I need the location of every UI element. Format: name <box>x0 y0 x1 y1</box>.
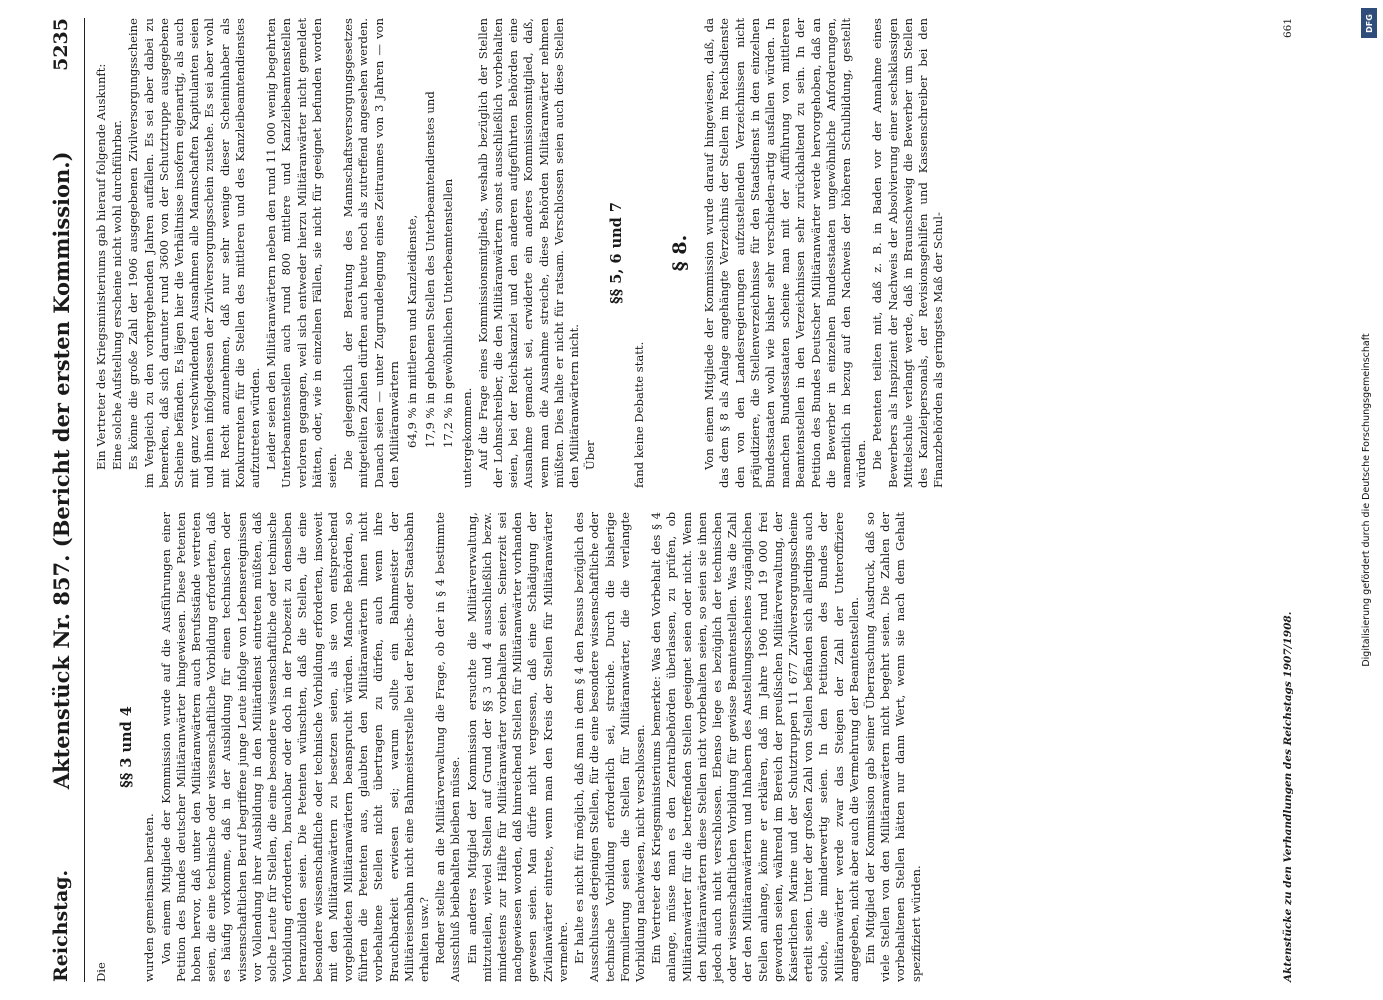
header-center <box>49 151 74 789</box>
paragraph: Redner stellte an die Militärverwaltung die Frage, ob der in § 4 bestimmte Ausschluß beibehalten bleiben müsse. <box>433 512 463 982</box>
percentage-item: 17,9 % in gehobenen Stellen des Unterbeamtendienstes und <box>423 91 438 448</box>
percentage-item: 17,2 % in gewöhnlichen Unterbeamtenstellen <box>441 178 456 448</box>
intro-text: Die <box>94 962 108 982</box>
paragraph: Ein Vertreter des Kriegsministeriums bemerkte: Was den Vorbehalt des § 4 anlange, müsse man es den Zentralbehörden überlassen, zu prüfen, ob Militäranwärter für die betreffenden Stellen geeignet seien oder nicht. Wenn den Militäranwärtern diese Stellen nicht vorbehalten seien, so seien sie ihnen jedoch auch nicht verschlossen. Ebenso liege es bezüglich der technischen oder wissenschaftlichen Vorbildung für gewisse Beamtenstellen. Was die Zahl der den Militäranwärtern und Inhabern des Anstellungsscheines zugänglichen Stellen anlange, könne er erklären, daß im Jahre 1906 rund 19 000 frei geworden seien, während im Bereich der preußischen Militärverwaltung, der Kaiserlichen Marine und der Schutztruppen 11 677 Zivilversorgungsscheine erteilt seien. Unter der großen Zahl von Stellen befänden sich allerdings auch solche, die minderwertig seien. In den Petitionen des Bundes der Militäranwärter werde zwar das Steigen der Zahl der Unteroffiziere angegeben, nicht aber auch die Vermehrung der Beamtenstellen. <box>649 512 861 982</box>
section-heading-5-6-7: §§ 5, 6 und 7 <box>607 202 625 304</box>
paragraph: Ein Vertreter des Kriegsministeriums gab hierauf folgende Auskunft: <box>94 63 108 470</box>
paragraph: Eine solche Aufstellung erscheine nicht wohl durchführbar. <box>110 120 125 470</box>
paragraph: Von einem Mitgliede der Kommission wurde auf die Ausführungen einer Petition des Bundes deutscher Militäranwärter hingewiesen. Diese Petenten hoben hervor, daß unter den Militäranwärtern auch Berufsstände vertreten seien, die eine technische oder wissenschaftliche Vorbildung erforderten, daß es häufig vorkomme, daß in der Ausbildung für einen technischen oder wissenschaftlichen Beruf begriffene junge Leute infolge von Lebensereignissen vor Vollendung ihrer Ausbildung in den Militärdienst eintreten müßten, daß solche Leute für Stellen, die eine besondere wissenschaftliche oder technische Vorbildung erforderten, brauchbar oder doch in der Probezeit zu denselben heranzubilden seien. Die Petenten wünschten, daß die Stellen, die eine besondere wissenschaftliche oder technische Vorbildung erforderten, insoweit mit den Militäranwärtern zu besetzen seien, als sie von entsprechend vorgebildeten Militäranwärtern beansprucht würden. Manche Behörden, so führten die Petenten aus, glaubten den Militäranwärtern ihnen nicht vorbehaltene Stellen nicht übertragen zu dürfen, auch wenn ihre Brauchbarkeit erwiesen sei; warum sollte ein Bahnmeister der Militäreisenbahn nicht eine Bahnmeisterstelle bei der Reichs- oder Staatsbahn erhalten usw.? <box>158 512 432 982</box>
paragraph: Die gelegentlich der Beratung des Mannschaftsversorgungsgesetzes mitgeteilten Zahlen dürften auch heute noch als zutreffend angesehen werden. Danach seien — unter Zugrundelegung eines Zeitraumes von 3 Jahren — von den Militäranwärtern <box>341 18 401 488</box>
ueber-text: Über <box>583 440 598 470</box>
no-debate-text: fand keine Debatte statt. <box>631 341 646 488</box>
after-list-text: untergekommen. <box>459 387 474 488</box>
dfg-badge-text: DFG <box>1364 13 1374 33</box>
percentage-item: 64,9 % in mittleren und Kanzleidienste, <box>405 214 420 448</box>
paragraph: Leider seien den Militäranwärtern neben den rund 11 000 wenig begehrten Unterbeamtenstellen auch rund 800 mittlere und Kanzleibeamtenstellen verloren gegangen, weil sich entweder hierzu Militäranwärter nicht gemeldet hätten, oder, wie in einzelnen Fällen, sie nicht für geeignet befunden worden seien. <box>264 18 340 488</box>
digitization-credit: Digitalisierung gefördert durch die Deutsche Forschungsgemeinschaft <box>1361 333 1372 667</box>
footer-page-number: 661 <box>1282 18 1294 39</box>
paragraph: Ein anderes Mitglied der Kommission ersuchte die Militärverwaltung, mitzuteilen, wieviel Stellen auf Grund der §§ 3 und 4 ausschließlich bezw. mindestens zur Hälfte für Militäranwärter vorbehalten seien. Seinerzeit sei nachgewiesen worden, daß hinreichend Stellen für Militäranwärter vorhanden gewesen seien. Man dürfe nicht vergessen, daß eine Schädigung der Zivilanwärter eintrete, wenn man den Kreis der Stellen für Militäranwärter vermehre. <box>464 512 570 982</box>
section-heading-3-4: §§ 3 und 4 <box>118 706 136 788</box>
paragraph: Es könne die große Zahl der 1906 ausgegebenen Zivilversorgungsscheine im Vergleich zu den vorhergehenden Jahren auffallen. Es sei aber dabei zu bemerken, daß sich darunter rund 3600 von der Schutztruppe ausgegebene Scheine befänden. Es lägen hier die Verhältnisse insofern eigenartig, als auch mit ganz verschwindenden Ausnahmen alle Mannschaften Kapitulanten seien und ihnen infolgedessen der Zivilversorgungsschein zustehe. Es sei aber wohl mit Recht anzunehmen, daß nur sehr wenige dieser Scheininhaber als Konkurrenten für die Stellen des mittleren und des Kanzleibeamtendienstes aufzutreten würden. <box>126 18 263 488</box>
header-document-number: Aktenstück Nr. 857. <box>48 554 74 790</box>
after-heading-text: wurden gemeinsam beraten. <box>142 813 157 982</box>
header-left: Reichstag. <box>50 869 72 982</box>
paragraph: Ein Mitglied der Kommission gab seiner Überraschung Ausdruck, daß so viele Stellen von den Militäranwärtern nicht begehrt seien. Die Zahlen der vorbehaltenen Stellen hätten nur dann Wert, wenn sie nach dem Gehalt spezifiziert würden. <box>862 512 923 982</box>
paragraph: Auf die Frage eines Kommissionsmitglieds, weshalb bezüglich der Stellen der Lohnschreiber, die den Militäranwärtern sonst ausschließlich vorbehalten seien, bei der Reichskanzlei und den anderen aufgeführten Behörden eine Ausnahme gemacht sei, erwiderte ein anderes Kommissionsmitglied, daß, wenn man die Ausnahme streiche, diese Behörden Militäranwärter nehmen müßten. Dies halte er nicht für ratsam. Verschlossen seien auch diese Stellen den Militäranwärtern nicht. <box>475 18 582 488</box>
paragraph: Er halte es nicht für möglich, daß man in dem § 4 den Passus bezüglich des Ausschlusses derjenigen Stellen, für die eine besondere wissenschaftliche oder technische Vorbildung erforderlich sei, streiche. Durch die bisherige Formulierung seien die Stellen für Militäranwärter, die die verlangte Vorbildung nachwiesen, nicht verschlossen. <box>572 512 647 982</box>
section-heading-8: § 8. <box>668 234 691 272</box>
paragraph: Von einem Mitgliede der Kommission wurde darauf hingewiesen, daß, da das dem § 8 als Anlage angehängte Verzeichnis der Stellen im Reichsdienste den von den Landesregierungen aufzustellenden Verzeichnissen nicht präjudiziere, die Stellenverzeichnisse für den Staatsdienst in den einzelnen Bundesstaaten wohl wie bisher sehr verschieden-artig ausfallen würden. In manchen Bundesstaaten scheine man mit der Aufführung von mittleren Beamtenstellen in den Verzeichnissen sehr zurückhaltend zu sein. In der Petition des Bundes Deutscher Militäranwärter werde hervorgehoben, daß an die Bewerber in einzelnen Bundesstaaten ungewöhnliche Anforderungen, namentlich in bezug auf den Nachweis der höheren Schulbildung, gestellt würden. <box>702 18 869 488</box>
left-column <box>94 512 925 982</box>
page-number: 5235 <box>50 18 72 71</box>
header-rule <box>84 18 85 982</box>
header-subtitle: (Bericht der ersten Kommission.) <box>48 151 74 548</box>
right-column <box>94 18 947 488</box>
paragraph: Die Petenten teilten mit, daß z. B. in Baden vor der Annahme eines Bewerbers als Inspizient der Nachweis der Absolvierung einer sechsklassigen Mittelschule verlangt werde, daß in Braunschweig die Bewerber um Stellen des Kanzleipersonals, der Revisionsgehilfen und Kassenschreiber bei den Finanzbehörden als geringstes Maß der Schul- <box>870 18 946 488</box>
page-footer <box>1276 18 1300 982</box>
page-header <box>40 18 82 982</box>
footer-source: Aktenstücke zu den Verhandlungen des Reichstags 1907/1908. <box>1282 611 1294 982</box>
document-page <box>40 18 1305 982</box>
